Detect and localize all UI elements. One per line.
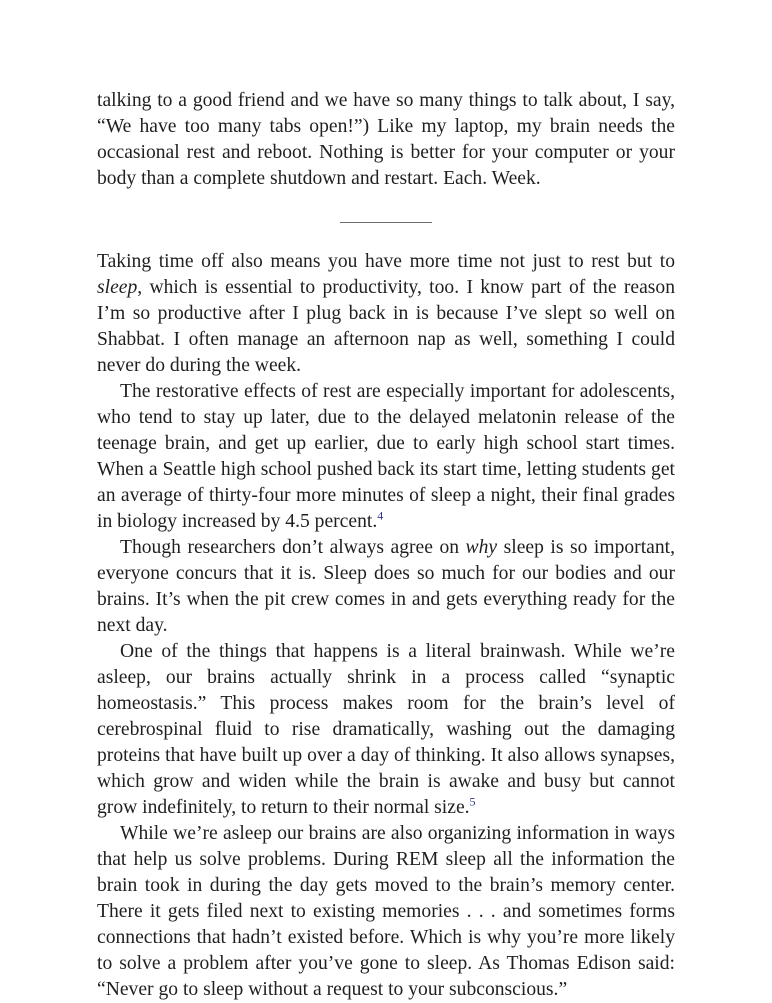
paragraph-continuation (97, 88, 675, 192)
paragraph-text: While we’re asleep our brains are also organizing information in ways that help us solve problems. During REM sleep all the information the brain took in during the day gets moved to the brain’s memory center. There it gets filed next to existing memories . . . and sometimes forms connections that hadn’t existed before. Which is why you’re more likely to solve a problem after you’ve gone to sleep. As Thomas Edison said: “Never go to sleep without a request to your subconscious.” (97, 823, 675, 1000)
paragraph-text: sleep is so important, everyone concurs that it is. Sleep does so much for our bodies and our brains. It’s when the pit crew comes in and gets everything ready for the next day. (97, 537, 675, 636)
footnote-reference-5[interactable]: 5 (469, 794, 476, 809)
book-page (97, 88, 675, 1003)
paragraph-adolescents (97, 379, 675, 535)
paragraph-why-sleep (97, 535, 675, 639)
paragraph-text: The restorative effects of rest are especially important for adolescents, who tend to stay up later, due to the delayed melatonin release of the teenage brain, and get up earlier, due to early high school start times. When a Seattle high school pushed back its start time, letting students get an average of thirty-four more minutes of sleep a night, their final grades in biology increased by 4.5 percent. (97, 381, 675, 532)
paragraph-text: One of the things that happens is a literal brainwash. While we’re asleep, our brains actually shrink in a process called “synaptic homeostasis.” This process makes room for the brain’s level of cerebrospinal fluid to rise dramatically, washing out the damaging proteins that have built up over a day of thinking. It also allows synapses, which grow and widen while the brain is awake and busy but cannot grow indefinitely, to return to their normal size. (97, 641, 675, 818)
paragraph-text: Taking time off also means you have more time not just to rest but to (97, 251, 675, 272)
paragraph-text: Though researchers don’t always agree on (120, 537, 466, 558)
section-divider (340, 222, 432, 223)
paragraph-text: talking to a good friend and we have so many things to talk about, I say, “We have too many tabs open!”) Like my laptop, my brain needs the occasional rest and reboot. Nothing is better for your computer or your body than a complete shutdown and restart. Each. Week. (97, 90, 675, 189)
paragraph-text: , which is essential to productivity, too. I know part of the reason I’m so productive after I plug back in is because I’ve slept so well on Shabbat. I often manage an afternoon nap as well, something I could never do during the week. (97, 277, 675, 376)
paragraph-brainwash (97, 639, 675, 821)
footnote-reference-4[interactable]: 4 (377, 508, 384, 523)
paragraph-rem-sleep (97, 821, 675, 1003)
emphasis-text: sleep (97, 277, 138, 298)
paragraph-sleep-productivity (97, 249, 675, 379)
emphasis-text: why (465, 537, 498, 558)
